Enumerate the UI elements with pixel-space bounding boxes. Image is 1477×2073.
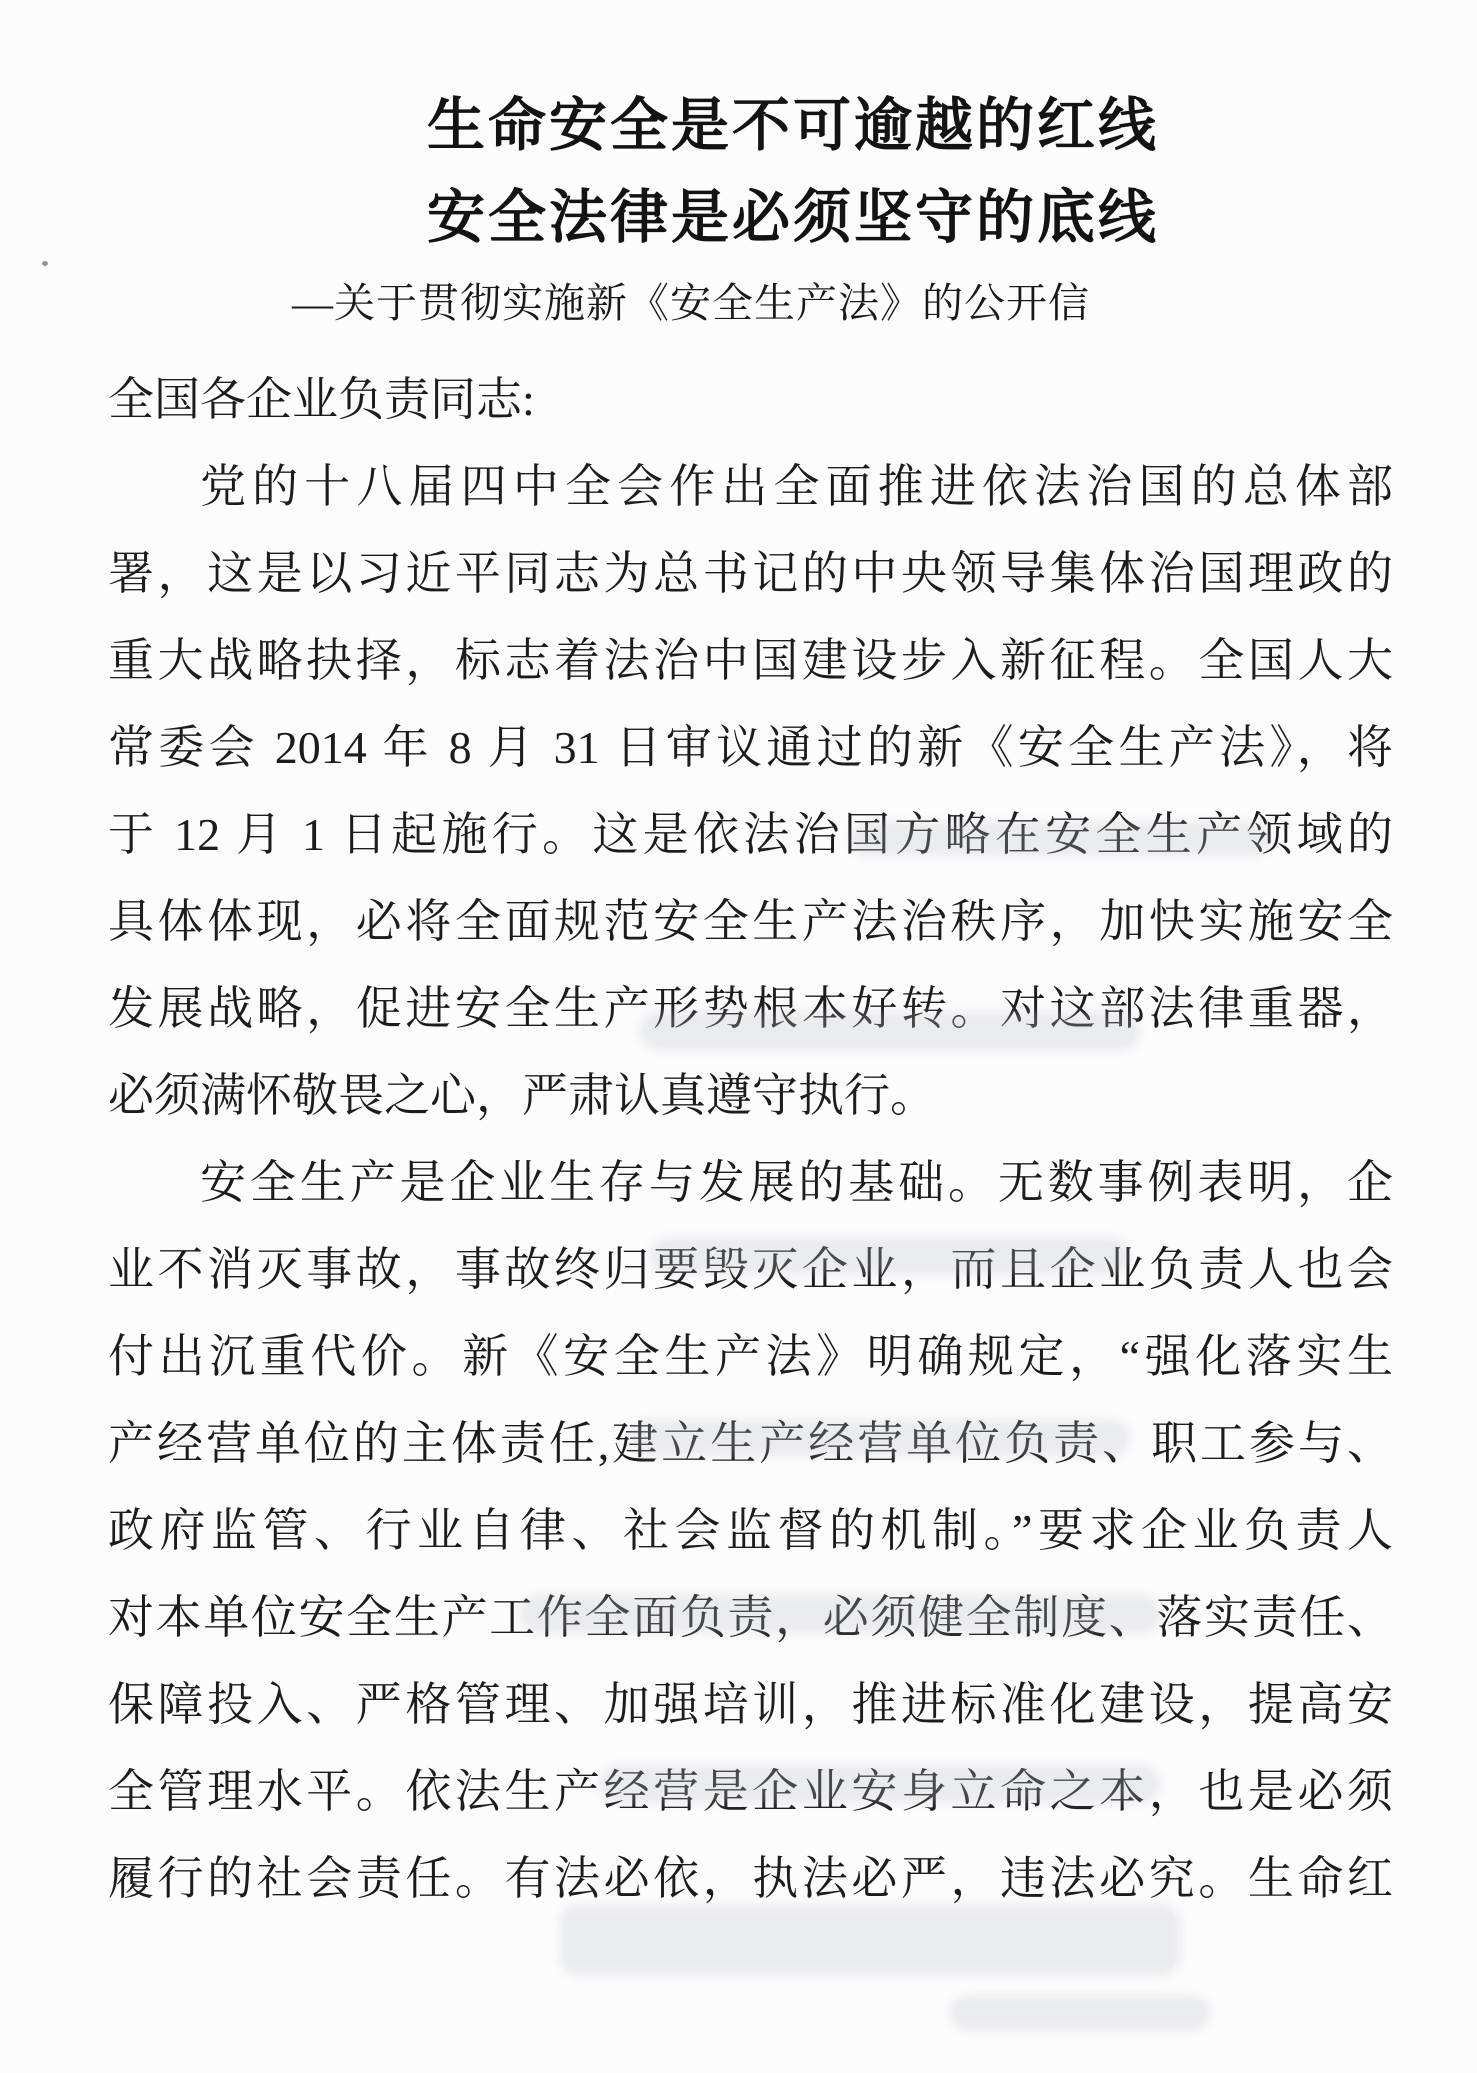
body-text-line: 发展战略，促进安全生产形势根本好转。对这部法律重器， (108, 983, 1393, 1034)
body-text-line: 对本单位安全生产工作全面负责，必须健全制度、落实责任、 (108, 1592, 1393, 1643)
document-title-line-2: 安全法律是必须坚守的底线 (427, 185, 1160, 250)
body-text-line: 付出沉重代价。新《安全生产法》明确规定，“强化落实生 (108, 1331, 1393, 1382)
document-title-line-1: 生命安全是不可逾越的红线 (427, 93, 1160, 158)
body-text-line: 党的十八届四中全会作出全面推进依法治国的总体部 (200, 461, 1393, 512)
body-text-line: 保障投入、严格管理、加强培训，推进标准化建设，提高安 (108, 1679, 1393, 1730)
body-text-line: 具体体现，必将全面规范安全生产法治秩序，加快实施安全 (108, 896, 1393, 947)
body-text-line: 常委会 2014 年 8 月 31 日审议通过的新《安全生产法》，将 (108, 722, 1393, 773)
letter-body (108, 356, 1393, 1922)
body-text-line: 政府监管、行业自律、社会监督的机制。”要求企业负责人 (108, 1505, 1393, 1556)
paragraph-2 (108, 1139, 1393, 1922)
body-text-line: 重大战略抉择，标志着法治中国建设步入新征程。全国人大 (108, 635, 1393, 686)
paragraph-1 (108, 443, 1393, 1139)
body-text-line: 于 12 月 1 日起施行。这是依法治国方略在安全生产领域的 (108, 809, 1393, 860)
ink-showthrough (950, 1996, 1210, 2030)
body-text-line: 署，这是以习近平同志为总书记的中央领导集体治国理政的 (108, 548, 1393, 599)
body-text-line: 全管理水平。依法生产经营是企业安身立命之本，也是必须 (108, 1766, 1393, 1817)
document-subtitle: —关于贯彻实施新《安全生产法》的公开信 (292, 280, 1090, 326)
body-text-line: 安全生产是企业生存与发展的基础。无数事例表明，企 (200, 1157, 1393, 1208)
body-text-line: 业不消灭事故，事故终归要毁灭企业，而且企业负责人也会 (108, 1244, 1393, 1295)
body-text-line: 履行的社会责任。有法必依，执法必严，违法必究。生命红 (108, 1853, 1393, 1904)
body-text-line: 产经营单位的主体责任,建立生产经营单位负责、职工参与、 (108, 1418, 1393, 1469)
scan-speck-dot (42, 261, 48, 266)
paragraph-container (108, 443, 1393, 1922)
salutation: 全国各企业负责同志: (108, 374, 535, 425)
body-text-line: 必须满怀敬畏之心，严肃认真遵守执行。 (108, 1070, 936, 1121)
